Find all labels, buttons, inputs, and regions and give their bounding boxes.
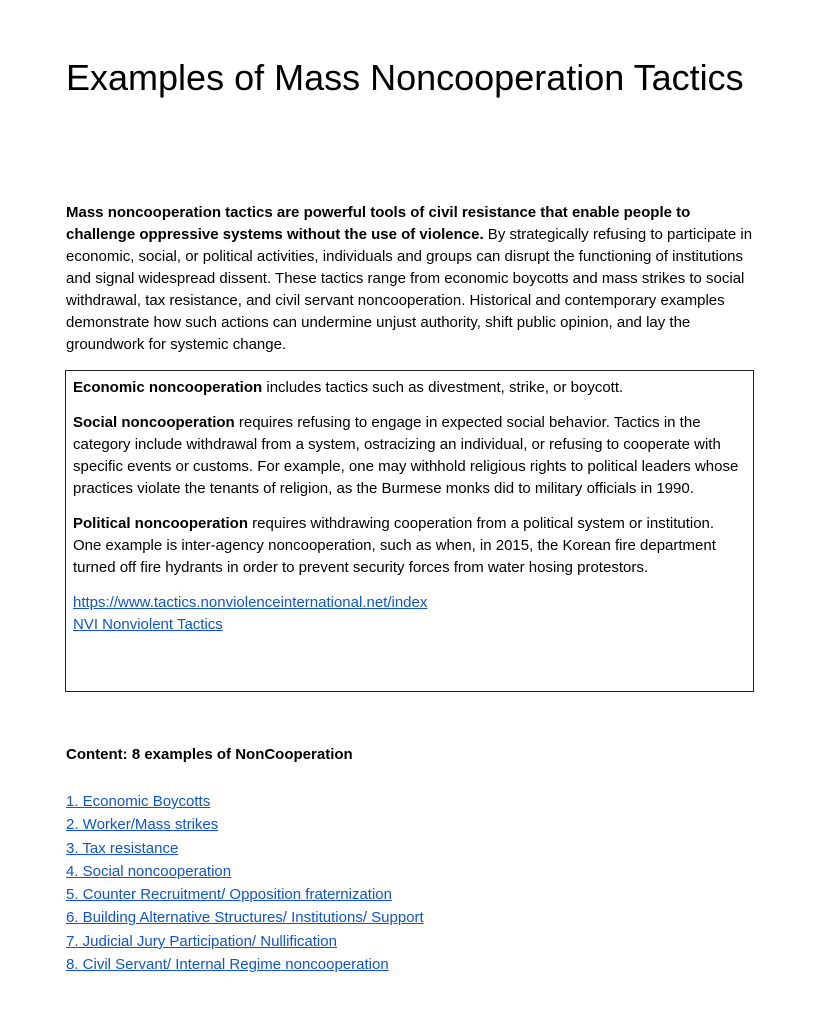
political-term: Political noncooperation <box>73 515 249 532</box>
intro-body-text: By strategically refusing to participate in economic, social, or political activities, individuals and groups can disrupt the functioning of institutions and signal widespread dissent. These tactics range from economic boycotts and mass strikes to social withdrawal, tax resistance, and civil servant noncooperation. Historical and contemporary examples demonstrate how such actions can undermine unjust authority, shift public opinion, and lay the groundwork for systemic change. <box>66 226 753 353</box>
page-title: Examples of Mass Noncooperation Tactics <box>66 57 744 98</box>
intro-paragraph <box>66 202 756 356</box>
political-description: requires withdrawing cooperation from a political system or institution. One example is inter-agency noncooperation, such as when, in 2015, the Korean fire department turned off fire hydrants in order to prevent security forces from water hosing protestors. <box>73 515 716 576</box>
toc-link-alternative-structures[interactable]: 6. Building Alternative Structures/ Institutions/ Support <box>66 909 424 927</box>
intro-bold-lead: Mass noncooperation tactics are powerful tools of civil resistance that enable people to challenge oppressive systems without the use of violence. <box>66 204 691 243</box>
nvi-tactics-link[interactable]: NVI Nonviolent Tactics <box>73 616 223 633</box>
social-term: Social noncooperation <box>73 414 235 431</box>
reference-links <box>73 592 739 636</box>
noncooperation-types-box <box>65 370 754 692</box>
political-noncooperation-paragraph <box>73 513 739 579</box>
toc-link-worker-mass-strikes[interactable]: 2. Worker/Mass strikes <box>66 816 219 834</box>
toc-link-tax-resistance[interactable]: 3. Tax resistance <box>66 839 179 857</box>
contents-item <box>66 790 424 813</box>
nvi-url-link[interactable]: https://www.tactics.nonviolenceinternational.net/index <box>73 594 428 611</box>
contents-item <box>66 906 424 929</box>
toc-link-judicial-jury[interactable]: 7. Judicial Jury Participation/ Nullification <box>66 932 337 950</box>
toc-link-economic-boycotts[interactable]: 1. Economic Boycotts <box>66 793 211 810</box>
economic-noncooperation-paragraph <box>73 377 739 399</box>
economic-term: Economic noncooperation <box>73 379 263 396</box>
contents-item <box>66 930 424 953</box>
contents-item <box>66 883 424 906</box>
contents-item <box>66 837 424 860</box>
social-noncooperation-paragraph <box>73 412 739 500</box>
contents-list <box>66 790 424 976</box>
toc-link-social-noncooperation[interactable]: 4. Social noncooperation <box>66 862 232 880</box>
economic-description: includes tactics such as divestment, strike, or boycott. <box>262 379 624 396</box>
toc-link-civil-servant[interactable]: 8. Civil Servant/ Internal Regime noncooperation <box>66 956 389 974</box>
toc-link-counter-recruitment[interactable]: 5. Counter Recruitment/ Opposition fraternization <box>66 886 392 904</box>
contents-item <box>66 860 424 883</box>
social-description: requires refusing to engage in expected social behavior. Tactics in the category include withdrawal from a system, ostracizing an individual, or refusing to cooperate with specific events or customs. For example, one may withhold religious rights to political leaders whose practices violate the tenants of religion, as the Burmese monks did to military officials in 1990. <box>73 414 739 497</box>
contents-heading: Content: 8 examples of NonCooperation <box>66 746 353 763</box>
contents-item <box>66 813 424 836</box>
contents-item <box>66 953 424 976</box>
